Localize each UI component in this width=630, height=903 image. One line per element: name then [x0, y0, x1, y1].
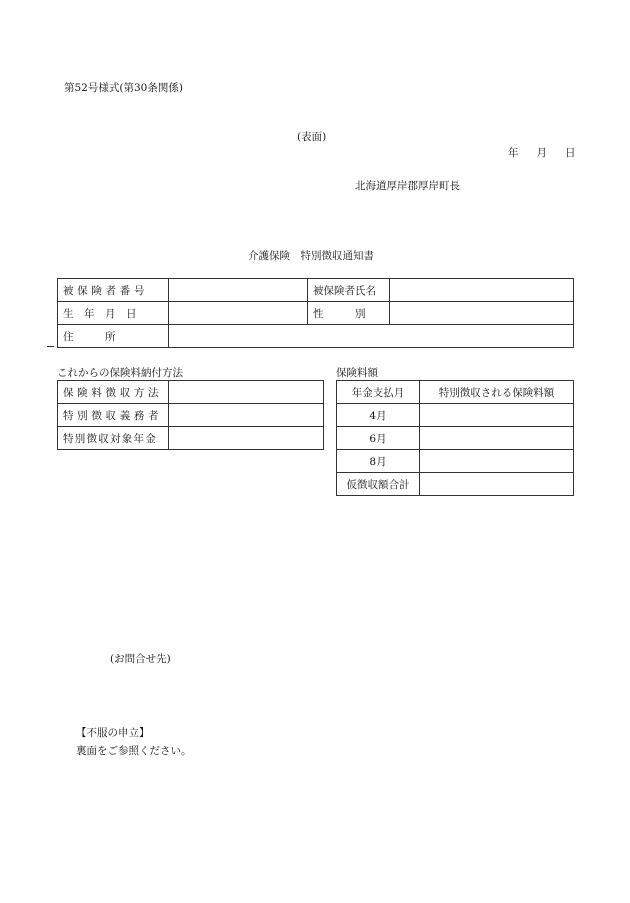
month-april: 4月 — [337, 404, 420, 427]
table-row — [337, 427, 574, 450]
date-year: 年 — [508, 147, 519, 159]
birthdate-label: 生 年 月 日 — [58, 302, 169, 325]
amount-august-field[interactable] — [420, 450, 574, 473]
month-august: 8月 — [337, 450, 420, 473]
collection-method-label: 保険料徴収方法 — [58, 381, 169, 404]
appeal-heading: 【不服の申立】 — [76, 727, 150, 739]
issuer-name: 北海道厚岸郡厚岸町長 — [355, 180, 460, 192]
target-pension-field[interactable] — [169, 427, 324, 450]
payment-method-table — [57, 380, 324, 450]
date-month: 月 — [536, 147, 547, 159]
insured-name-field[interactable] — [390, 279, 574, 302]
inquiry-label: (お問合せ先) — [110, 653, 171, 665]
premium-table — [336, 380, 574, 496]
birthdate-field[interactable] — [169, 302, 308, 325]
provisional-total-field[interactable] — [420, 473, 574, 496]
table-row — [58, 302, 574, 325]
date-day: 日 — [565, 147, 576, 159]
table-row — [58, 279, 574, 302]
insured-number-label: 被保険者番号 — [58, 279, 169, 302]
table-row — [337, 381, 574, 404]
insured-name-label: 被保険者氏名 — [308, 279, 390, 302]
payment-method-heading: これからの保険料納付方法 — [57, 367, 183, 379]
address-field[interactable] — [169, 325, 574, 348]
target-pension-label: 特別徴収対象年金 — [58, 427, 169, 450]
pension-month-header: 年金支払月 — [337, 381, 420, 404]
month-june: 6月 — [337, 427, 420, 450]
amount-june-field[interactable] — [420, 427, 574, 450]
margin-mark — [47, 346, 54, 347]
insured-number-field[interactable] — [169, 279, 308, 302]
amount-april-field[interactable] — [420, 404, 574, 427]
premium-heading: 保険料額 — [336, 367, 378, 379]
table-row — [58, 381, 324, 404]
table-row — [337, 473, 574, 496]
collector-label: 特別徴収義務者 — [58, 404, 169, 427]
form-number: 第52号様式(第30条関係) — [64, 82, 183, 94]
premium-amount-header: 特別徴収される保険料額 — [420, 381, 574, 404]
side-label: (表面) — [297, 131, 327, 143]
appeal-text: 裏面をご参照ください。 — [76, 745, 192, 757]
sex-field[interactable] — [390, 302, 574, 325]
sex-label: 性 別 — [308, 302, 390, 325]
date-line — [508, 145, 576, 160]
table-row — [58, 325, 574, 348]
table-row — [58, 404, 324, 427]
table-row — [337, 450, 574, 473]
table-row — [337, 404, 574, 427]
table-row — [58, 427, 324, 450]
address-label: 住 所 — [58, 325, 169, 348]
provisional-total-label: 仮徴収額合計 — [337, 473, 420, 496]
collector-field[interactable] — [169, 404, 324, 427]
insured-info-table — [57, 278, 574, 348]
collection-method-field[interactable] — [169, 381, 324, 404]
document-title: 介護保険 特別徴収通知書 — [248, 250, 374, 262]
